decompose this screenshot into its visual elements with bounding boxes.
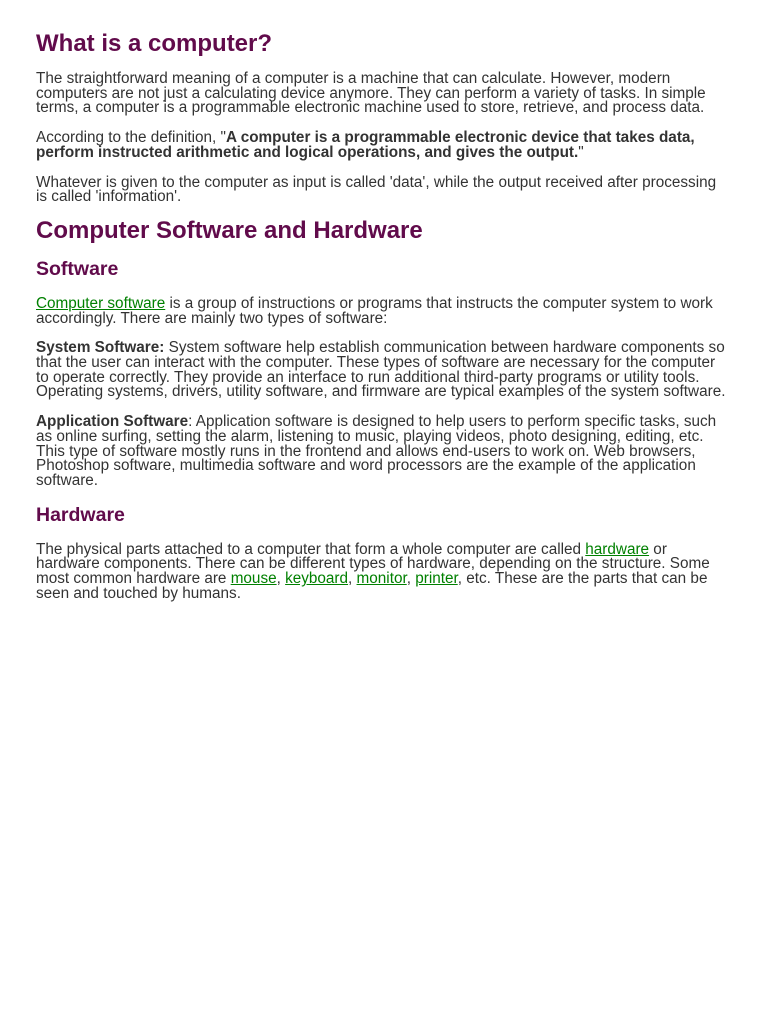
paragraph-computer-definition xyxy=(36,131,728,160)
definition-bold-text: A computer is a programmable electronic device that takes data, perform instructed arithmetic and logical operations, and gives the output. xyxy=(36,129,695,161)
software-intro-text: is a group of instructions or programs that instructs the computer system to work accordingly. There are mainly two types of software: xyxy=(36,294,713,327)
paragraph-data-information: Whatever is given to the computer as input is called 'data', while the output received after processing is called 'information'. xyxy=(36,173,717,206)
definition-prefix: According to the definition, " xyxy=(36,129,226,147)
hardware-text-1: The physical parts attached to a computer that form a whole computer are called xyxy=(36,540,586,558)
paragraph-hardware xyxy=(36,540,728,602)
hardware-text-2: or hardware components. There can be different types of hardware, depending on the structure. Some most common hardware are xyxy=(36,540,710,588)
paragraph-system-software xyxy=(36,341,728,400)
separator: , xyxy=(276,570,286,588)
link-printer[interactable]: printer xyxy=(415,570,458,588)
heading-software: Software xyxy=(36,257,119,280)
link-monitor[interactable]: monitor xyxy=(356,570,407,588)
separator: , xyxy=(406,570,416,588)
heading-hardware: Hardware xyxy=(36,503,125,526)
system-software-label: System Software: xyxy=(36,339,165,357)
application-software-label: Application Software xyxy=(36,413,189,431)
heading-what-is-a-computer: What is a computer? xyxy=(36,30,273,57)
paragraph-computer-meaning: The straightforward meaning of a computer is a machine that can calculate. However, modern computers are not just a calculating device anymore. They can perform a variety of tasks. In simple terms, a computer is a programmable electronic machine used to store, retrieve, and process data. xyxy=(36,70,706,117)
link-keyboard[interactable]: keyboard xyxy=(285,570,349,588)
separator: , xyxy=(348,570,357,588)
heading-software-and-hardware: Computer Software and Hardware xyxy=(36,216,423,244)
hardware-text-3: , etc. These are the parts that can be seen and touched by humans. xyxy=(36,570,708,602)
system-software-text: System software help establish communication between hardware components so that the user can interact with the computer. These types of software are necessary for the computer to operate correctly. They provide an interface to run additional third-party programs or utility tools. Operating systems, drivers, utility software, and firmware are typical examples of the system software. xyxy=(36,339,726,401)
article-content xyxy=(36,0,728,601)
link-mouse[interactable]: mouse xyxy=(230,570,277,588)
paragraph-application-software xyxy=(36,415,728,489)
link-computer-software[interactable]: Computer software xyxy=(36,294,166,312)
definition-suffix: " xyxy=(578,143,584,161)
application-software-text: : Application software is designed to help users to perform specific tasks, such as online surfing, setting the alarm, listening to music, playing videos, photo designing, editing, etc. This type of software mostly runs in the frontend and allows end-users to work on. Web browsers, Photoshop software, multimedia software and word processors are the example of the application software. xyxy=(36,413,717,489)
paragraph-software-intro xyxy=(36,294,728,327)
link-hardware[interactable]: hardware xyxy=(585,540,650,558)
